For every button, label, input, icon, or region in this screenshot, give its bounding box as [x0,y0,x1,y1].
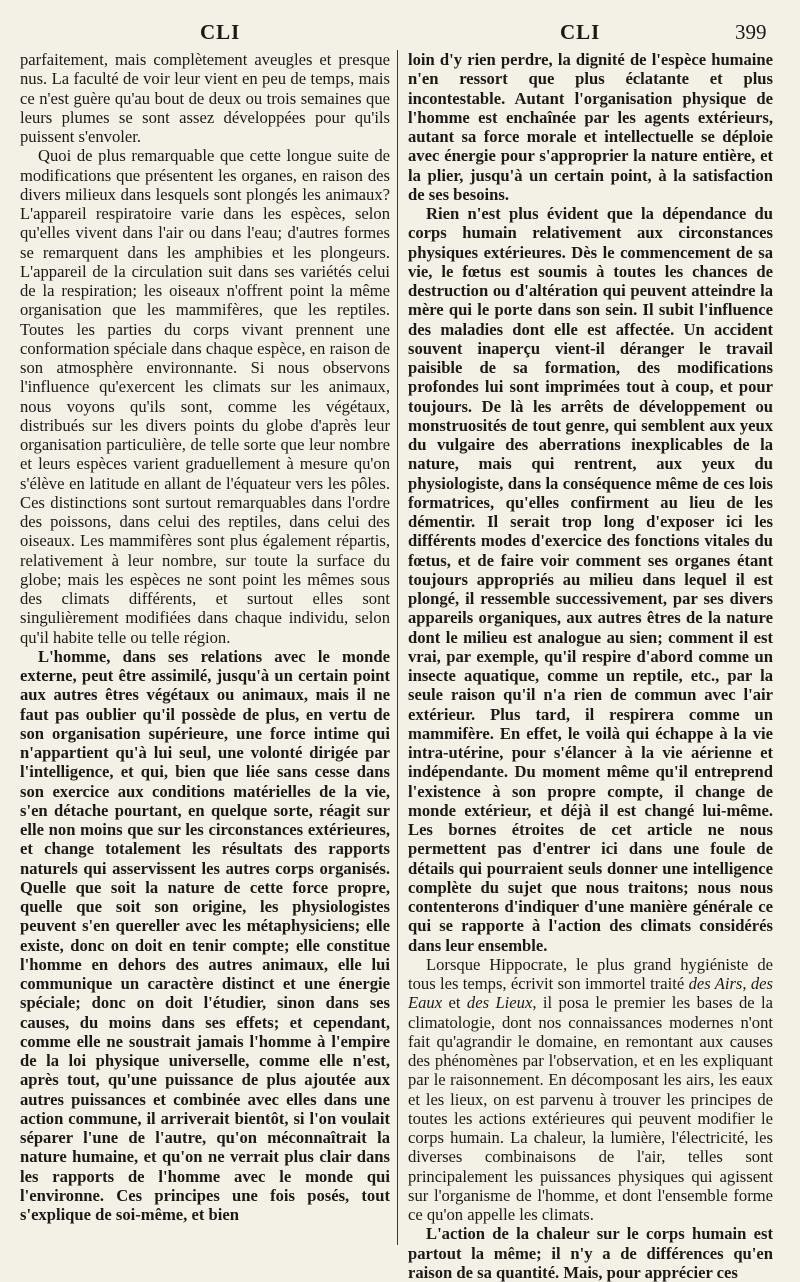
paragraph: parfaitement, mais complètement aveugles et presque nus. La faculté de voir leur vient en peu de temps, mais ce n'est guère qu'au bout de deux ou trois semaines que leurs plumes se sont assez développées pour qu'ils puissent s'envoler. [20,50,390,146]
text-run: , [742,974,751,993]
title-italic: des Lieux [466,993,533,1013]
paragraph: Quoi de plus remarquable que cette longue suite de modifications que présentent les organes, en raison des divers milieux dans lesquels sont plongés les animaux? L'appareil respiratoire varie dans les espèces, selon qu'elles vivent dans l'air ou dans l'eau; d'autres formes se remarquent dans les amphibies et les plongeurs. L'appareil de la circulation suit dans ses variétés celui de la respiration; les oiseaux n'offrent point la même organisation que les mammifères, que les reptiles. Toutes les parties du corps vivant prennent une conformation spéciale dans chaque espèce, en raison de son atmosphère environnante. Si nous observons l'influence qu'exercent les climats sur les animaux, nous voyons qu'ils sont, comme les végétaux, distribués sur les divers points du globe d'après leur organisation particulière, de telle sorte que leur nombre et leurs espèces varient graduellement à mesure qu'on s'élève en latitude en allant de l'équateur vers les pôles. Ces distinctions sont surtout remarquables dans l'ordre des poissons, dans celui des reptiles, dans celui des oiseaux. Les mammifères sont plus également répartis, relativement à leur nombre, sur toute la surface du globe; mais les espèces ne sont point les mêmes sous des climats différents, et surtout elles sont singulièrement modifiées dans chaque individu, selon qu'il habite telle ou telle région. [20,146,390,647]
paragraph: L'action de la chaleur sur le corps humain est partout la même; il n'y a de différences qu'en raison de sa quantité. Mais, pour apprécier ces [408,1224,773,1282]
running-head-right: CLI [560,20,601,44]
paragraph: Rien n'est plus évident que la dépendance du corps humain relativement aux circonstances physiques extérieures. Dès le commencement de sa vie, le fœtus est soumis à toutes les chances de destruction ou d'altération qui peuvent atteindre la mère qui le porte dans son sein. Il subit l'influence des maladies dont elle est affectée. Un accident souvent inaperçu vient-il déranger le travail paisible de sa formation, des modifications profondes lui sont imprimées tout à coup, et pour toujours. De là les arrêts de développement ou monstruosités de tout genre, qui semblent aux yeux du vulgaire des aberrations inexplicables de la nature, mais qui rentrent, aux yeux du physiologiste, dans la conséquence même de ces lois formatrices, qu'elles confirment au lieu de les démentir. Il serait trop long d'exposer ici les différents modes d'exercice des fonctions vitales du fœtus, et de faire voir comment ses organes étant toujours appropriés au milieu dans lequel il est plongé, il ressemble successivement, par ses divers appareils organiques, aux autres êtres de la nature dont le milieu est analogue au sien; comment il est vrai, par exemple, qu'il respire d'abord comme un insecte aquatique, comme un reptile, etc., par la seule raison qu'il n'a rien de commun avec l'air extérieur. Plus tard, il respirera comme un mammifère. En effet, le voilà qui échappe à la vie intra-utérine, pour s'élancer à la vie aérienne et indépendante. Du moment même qu'il entreprend l'existence à son propre compte, il change de monde extérieur, et déjà il est changé lui-même. Les bornes étroites de cet article ne nous permettent pas d'entrer ici dans une foule de détails qui pourraient seuls donner une intelligence complète du sujet que nous traitons; nous nous contenterons d'indiquer d'une manière générale ce qui se rapporte à l'action des climats considérés dans leur ensemble. [408,204,773,955]
paragraph [408,955,773,1225]
left-column [20,50,390,1224]
column-divider [397,50,398,1245]
right-column [408,50,773,1282]
paragraph: L'homme, dans ses relations avec le monde externe, peut être assimilé, jusqu'à un certain point aux autres êtres végétaux ou animaux, mais il ne faut pas oublier qu'il possède de plus, en vertu de son organisation supérieure, une force intime qui n'appartient qu'à lui seul, une volonté dirigée par l'intelligence, et qui, bien que liée sans cesse dans son exercice aux conditions matérielles de la vie, s'en détache pourtant, en quelque sorte, réagit sur elle non moins que sur les circonstances extérieures, et change totalement les résultats des rapports naturels qui asservissent les autres corps organisés. Quelle que soit la nature de cette force propre, quelle que soit son origine, les physiologistes peuvent s'en quereller avec les métaphysiciens; elle existe, donc on doit en tenir compte; elle constitue l'homme en dehors des autres animaux, elle lui communique un caractère distinct et une énergie spéciale; donc on doit l'étudier, sinon dans ses causes, du moins dans ses effets; et cependant, comme elle ne soustrait jamais l'homme à l'empire de la loi physique universelle, comme elle n'est, après tout, qu'une puissance de plus ajoutée aux autres puissances et combinée avec elles dans une action commune, il arriverait bientôt, si l'on voulait séparer l'une de l'autre, qu'on méconnaîtrait la nature humaine, et qu'on ne verrait plus clair dans les rapports de l'homme avec le monde qui l'environne. Ces principes une fois posés, tout s'explique de soi-même, et bien [20,646,390,1224]
running-head-left: CLI [200,20,241,44]
text-run: et [442,993,467,1013]
paragraph: loin d'y rien perdre, la dignité de l'espèce humaine n'en ressort que plus éclatante et plus incontestable. Autant l'organisation physique de l'homme est enchaînée par les agents extérieurs, autant sa force morale et intellectuelle se déploie avec énergie pour s'approprier la nature entière, et la plier, jusqu'à un certain point, à la satisfaction de ses besoins. [408,50,773,204]
title-italic: des Eaux [408,974,773,1013]
text-run: Lorsque Hippocrate, le plus grand hygiéniste de tous les temps, écrivit son immortel traité [408,954,773,993]
text-run: , il posa le premier les bases de la climatologie, dont nos connaissances modernes n'ont fait qu'agrandir le domaine, en remontant aux causes des phénomènes par l'observation, et en les expliquant par le raisonnement. En décomposant les airs, les eaux et les lieux, on est parvenu à trouver les principes de toutes les actions extérieures qui peuvent modifier le corps humain. La chaleur, la lumière, l'électricité, les diverses combinaisons de l'air, telles sont principalement les puissances physiques qui agissent sur l'organisme de l'homme, et dont l'ensemble forme ce qu'on appelle les climats. [408,993,773,1224]
page-number: 399 [735,20,767,44]
title-italic: des Airs [688,974,743,993]
